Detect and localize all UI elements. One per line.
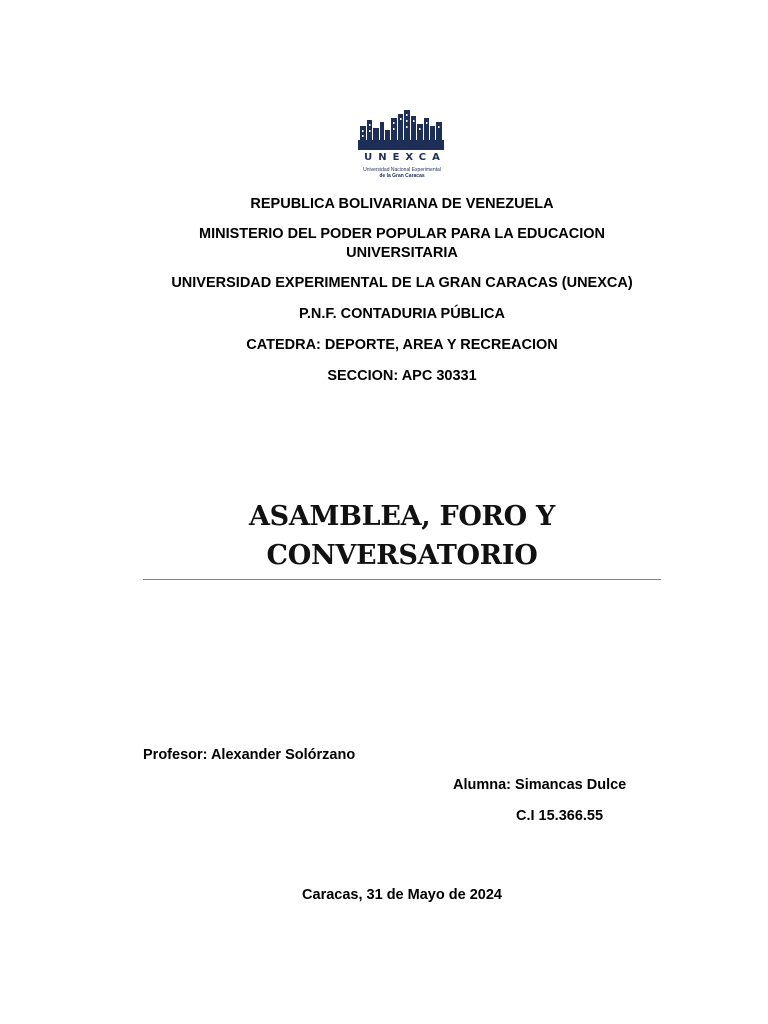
- logo-wordmark: UNEXCA: [364, 152, 446, 163]
- program-heading: P.N.F. CONTADURIA PÚBLICA: [299, 306, 505, 322]
- title-line: CONVERSATORIO: [266, 540, 538, 571]
- document-title: [143, 497, 661, 575]
- country-heading: REPUBLICA BOLIVARIANA DE VENEZUELA: [250, 196, 554, 212]
- place-date: Caracas, 31 de Mayo de 2024: [302, 887, 502, 903]
- professor-name: Profesor: Alexander Solórzano: [143, 747, 356, 763]
- logo-subtitle: Universidad Nacional Experimental: [363, 167, 441, 173]
- city-skyline-icon: [356, 108, 448, 152]
- ministry-heading: MINISTERIO DEL PODER POPULAR PARA LA EDUCACION UNIVERSITARIA: [198, 226, 606, 261]
- student-name: Alumna: Simancas Dulce: [453, 777, 627, 793]
- course-heading: CATEDRA: DEPORTE, AREA Y RECREACION: [246, 337, 558, 353]
- university-logo: [356, 108, 448, 184]
- title-line: ASAMBLEA, FORO Y: [249, 501, 555, 532]
- university-heading: UNIVERSIDAD EXPERIMENTAL DE LA GRAN CARACAS (UNEXCA): [171, 275, 633, 291]
- student-id: C.I 15.366.55: [516, 808, 604, 824]
- section-heading: SECCION: APC 30331: [327, 368, 477, 384]
- title-divider: [143, 579, 661, 580]
- logo-subtitle: de la Gran Caracas: [379, 173, 425, 179]
